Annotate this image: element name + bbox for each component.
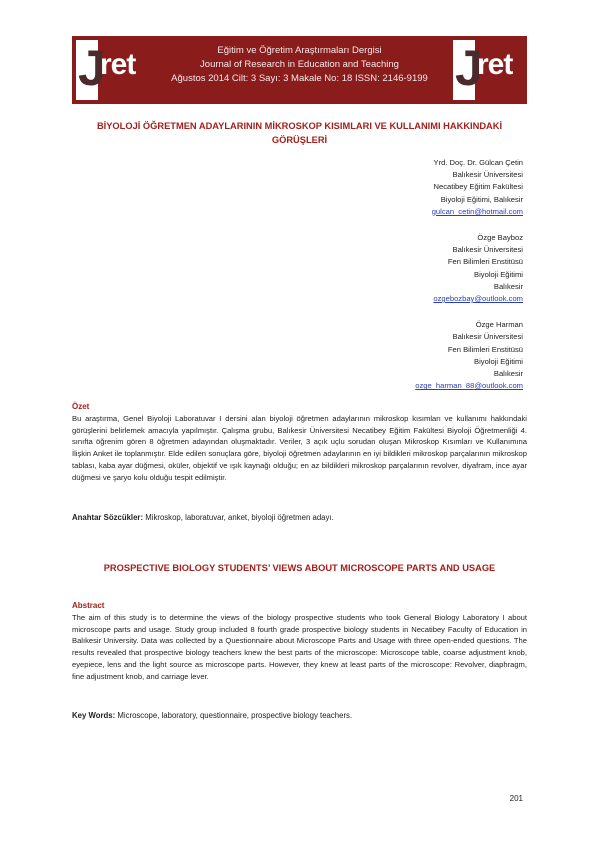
key-words: [72, 710, 527, 721]
anahtar-sozcukler: [72, 512, 527, 523]
journal-name-en: Journal of Research in Education and Teaching: [200, 59, 399, 70]
anahtar-text: Mikroskop, laboratuvar, anket, biyoloji öğretmen adayı.: [143, 513, 334, 522]
banner-text: [150, 44, 449, 86]
author-affiliation: Biyoloji Eğitimi: [474, 269, 523, 279]
abstract-text: The aim of this study is to determine the views of the biology prospective students who took General Biology Laboratory I about microscope parts and usage. Study group included 8 fourth grade prospective biology students in Necatibey Faculty of Education in Balıkesir University. Data was collected by a Questionnaire about Microscope Parts and Usage with three open-ended questions. The results revealed that prospective biology teachers knew the best parts of the microscope: Microscope table, coarse adjustment knob, eyepiece, lens and the light source as microscope parts. However, they knew at least parts of the microscope: Revolver, diaphragm, fine adjustment knob, and carriage lever.: [72, 613, 527, 681]
author-block: [415, 319, 523, 392]
key-words-text: Microscope, laboratory, questionnaire, prospective biology teachers.: [115, 711, 353, 720]
ozet-text: Bu araştırma, Genel Biyoloji Laboratuvar I dersini alan biyoloji öğretmen adaylarının mikroskop kısımları ve kullanımı hakkındaki görüşlerini belirlemek amacıyla yapılmıştır. Çalışma grubu, Balıkesir Üniversitesi Necatibey Eğitim Fakültesi Biyoloji Öğretmenliği 4. sınıfta öğrenim gören 8 öğretmen adayından oluşmaktadır. Veriler, 3 açık uçlu sorudan oluşan Mikroskop Kısımları ve Kullanımına İlişkin Anket ile toplanmıştır. Elde edilen sonuçlara göre, biyoloji öğretmen adaylarının en iyi bildikleri mikroskop parçalarının mikroskop tablası, kaba ayar düğmesi, oküler, objektif ve ışık kaynağı olduğu; en az bildikleri mikroskop parçalarının revolver, diyafram, ince ayar düğmesi ve şaryo kolu olduğu tespit edilmiştir.: [72, 414, 527, 482]
title-tr-line2: GÖRÜŞLERİ: [271, 135, 328, 145]
author-affiliation: Biyoloji Eğitimi, Balıkesir: [440, 194, 523, 204]
journal-logo-right: [449, 36, 527, 104]
article-title-tr: [72, 119, 527, 147]
author-affiliation: Balıkesir Üniversitesi: [452, 170, 523, 180]
logo-j-letter: J: [455, 40, 483, 96]
logo-ret-text: ret: [477, 48, 513, 81]
author-affiliation: Biyoloji Eğitimi: [474, 356, 523, 366]
title-tr-line1: BİYOLOJİ ÖĞRETMEN ADAYLARININ MİKROSKOP KISIMLARI VE KULLANIMI HAKKINDAKİ: [96, 121, 503, 131]
author-affiliation: Balıkesir: [493, 281, 523, 291]
author-email-link[interactable]: ozge_harman_88@outlook.com: [415, 381, 523, 391]
author-block: [415, 157, 523, 218]
author-email-link[interactable]: gulcan_cetin@hotmail.com: [431, 206, 523, 216]
journal-banner: [72, 36, 527, 104]
author-name: Özge Harman: [475, 320, 523, 330]
issue-info: Ağustos 2014 Cilt: 3 Sayı: 3 Makale No: 18 ISSN: 2146-9199: [171, 73, 428, 84]
key-words-label: Key Words:: [72, 711, 116, 720]
author-name: Özge Bayboz: [477, 233, 523, 243]
page-number: 201: [509, 794, 523, 803]
author-list: [415, 157, 523, 406]
logo-j-letter: J: [78, 40, 106, 96]
author-affiliation: Necatibey Eğitim Fakültesi: [433, 182, 523, 192]
author-affiliation: Fen Bilimleri Enstitüsü: [447, 257, 523, 267]
anahtar-label: Anahtar Sözcükler:: [72, 513, 144, 522]
author-email-link[interactable]: ozgebozbay@outlook.com: [433, 294, 523, 304]
author-affiliation: Fen Bilimleri Enstitüsü: [447, 344, 523, 354]
author-affiliation: Balıkesir Üniversitesi: [452, 245, 523, 255]
ozet-heading: Özet: [72, 402, 90, 411]
journal-name-tr: Eğitim ve Öğretim Araştırmaları Dergisi: [217, 45, 382, 56]
author-name: Yrd. Doç. Dr. Gülcan Çetin: [433, 158, 523, 167]
abstract-heading: Abstract: [72, 601, 105, 610]
article-title-en: PROSPECTIVE BIOLOGY STUDENTS’ VIEWS ABOUT MICROSCOPE PARTS AND USAGE: [103, 563, 496, 573]
logo-ret-text: ret: [100, 48, 136, 81]
author-affiliation: Balıkesir Üniversitesi: [452, 332, 523, 342]
author-block: [415, 232, 523, 305]
journal-logo-left: [72, 36, 150, 104]
author-affiliation: Balıkesir: [493, 369, 523, 379]
